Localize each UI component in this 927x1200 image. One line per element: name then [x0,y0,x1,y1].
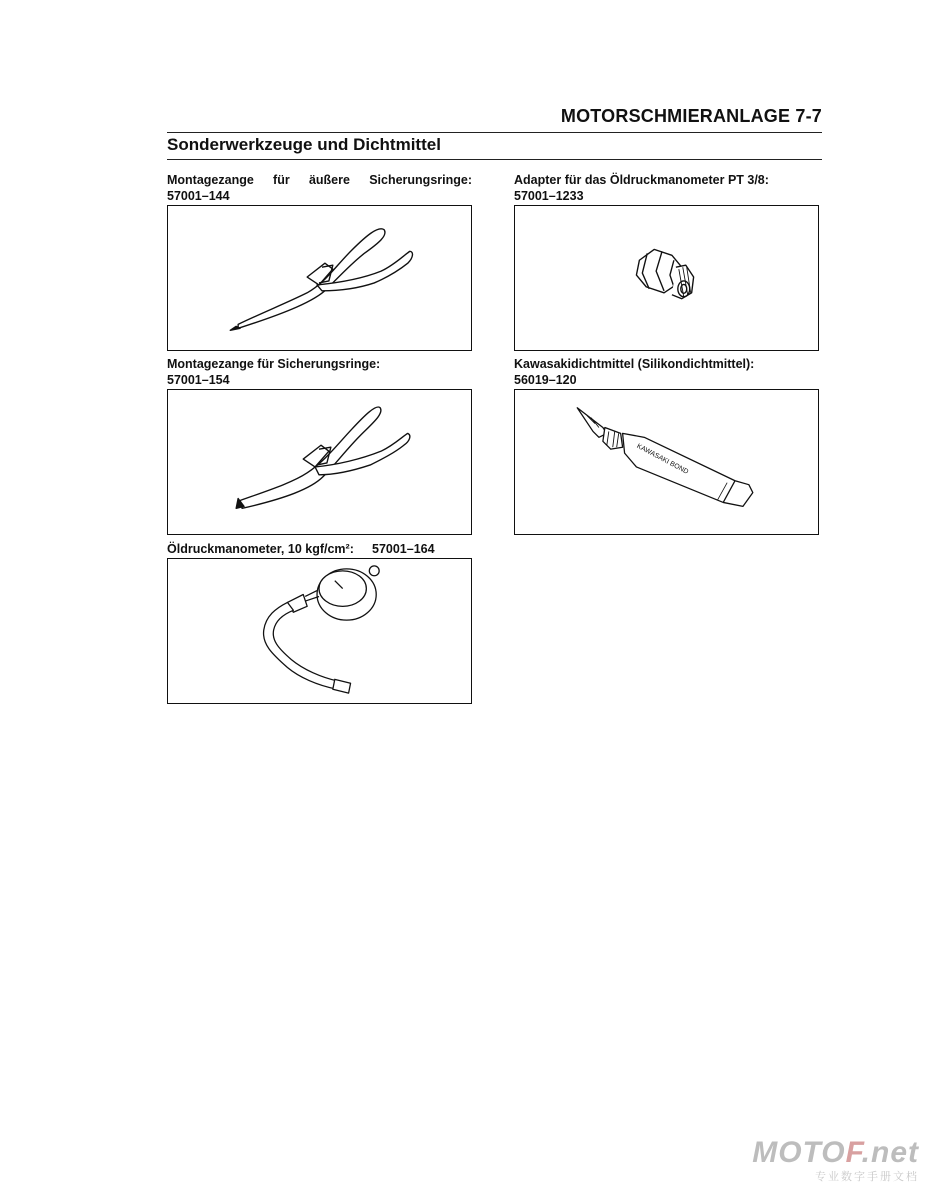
external-circlip-pliers-icon [168,206,471,350]
tool-label: Adapter für das Öldruckmanometer PT 3/8: [514,173,769,187]
sealant-tube-brand-text: KAWASAKI BOND [635,442,690,476]
watermark-logo-main: MOTO [752,1136,846,1169]
tool-illustration-frame [167,389,472,535]
tool-part-number: 57001–154 [167,373,230,387]
watermark-logo-suffix: .net [861,1136,919,1169]
tool-part-number: 56019–120 [514,373,577,387]
watermark-tagline: 专业数字手册文档 [815,1170,919,1183]
tool-illustration-frame [167,205,472,351]
tool-circlip-pliers [167,356,472,535]
tool-illustration-frame [167,558,472,704]
sealant-tube-icon [515,390,818,534]
header-rule [167,132,822,133]
tool-part-number-inline: 57001–164 [372,542,435,556]
tool-pressure-gauge-adapter [514,172,819,351]
pressure-gauge-adapter-icon [515,206,818,350]
tool-label: Kawasakidichtmittel (Silikondichtmittel): [514,357,755,371]
watermark [752,1138,919,1184]
tool-illustration-frame [514,389,819,535]
tool-oil-pressure-gauge [167,541,472,704]
watermark-logo [752,1138,919,1168]
tool-label: Öldruckmanometer, 10 kgf/cm²: [167,542,354,556]
page-header: MOTORSCHMIERANLAGE 7-7 [560,106,822,126]
tool-external-circlip-pliers [167,172,472,351]
tool-part-number: 57001–1233 [514,189,584,203]
section-title: Sonderwerkzeuge und Dichtmittel [167,135,441,154]
tool-sealant-tube [514,356,819,535]
circlip-pliers-icon [168,390,471,534]
oil-pressure-gauge-icon [168,559,471,703]
tool-illustration-frame [514,205,819,351]
tool-label: Montagezange für äußere Sicherungsringe: [167,173,472,187]
tool-part-number: 57001–144 [167,189,230,203]
watermark-logo-accent: F [845,1136,862,1169]
tool-label: Montagezange für Sicherungsringe: [167,357,381,371]
section-rule [167,159,822,160]
